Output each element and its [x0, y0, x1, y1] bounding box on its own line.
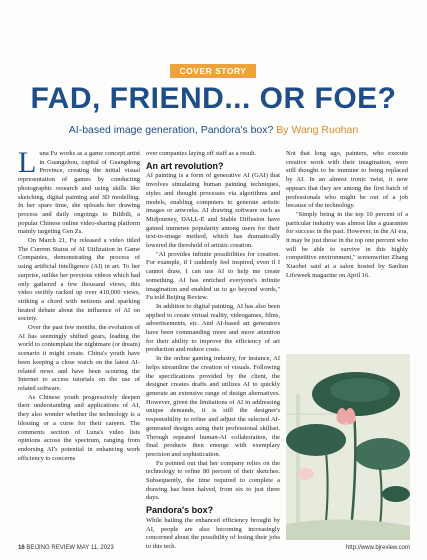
byline: By Wang Ruohan — [276, 124, 359, 136]
subheading-art-revolution: An art revolution? — [146, 160, 224, 171]
paragraph: Over the past few months, the evolution of AI has seemingly shifted gears, leading the world to contemplate the nightmare (or dream) scenario it might create. China's youth have been keeping a close watch on the latest AI-related news and have been scouring the Internet to access tutorials on the use of related software. — [18, 324, 141, 392]
paragraph: AI painting is a form of generative AI (GAI) that involves simulating human painting techniques, styles and thought processes via algorithms and models, enabling computers to generate artistic images or artworks. AI drawing software such as Midjourney, DALL-E and Stable Diffusion have gained immense popularity among users for their text-to-image method, which has dramatically lowered the threshold of artistic creation. — [146, 172, 280, 250]
deck — [0, 124, 427, 136]
deck-text: AI-based image generation, Pandora's box? — [68, 124, 274, 136]
headline: FAD, FRIEND... OR FOE? — [30, 82, 397, 115]
paragraph: On March 21, Fu released a video titled The Current Status of AI Utilization in Game Companies, demonstrating the process of using artificial intelligence (AI) in art. To her surprise, unlike her previous videos which had only gathered a few thousand views, this video swiftly racked up over 410,000 views, striking a chord with netizens and sparking heated debate about the influence of AI on society. — [18, 237, 140, 323]
lotus-painting-svg — [286, 354, 410, 540]
paragraph: "AI provides infinite possibilities for creation. For example, if I suddenly feel inspired, even if I cannot draw, I can use AI to help me create something. AI has enriched everyone's infinite imagination and enabled us to go beyond words," Fu told Beijing Review. — [146, 250, 280, 302]
page-number: 16 — [18, 545, 25, 551]
paragraph — [18, 146, 140, 237]
page-footer — [18, 545, 410, 557]
paragraph: In addition to digital painting, AI has also been applied to create virtual reality, videogames, films, advertisements, etc. And AI-based art generators have been commanding more and more attention for their ability to improve the efficiency of art production and reduce costs. — [146, 302, 280, 354]
paragraph: While hailing the enhanced efficiency brought by AI, people are also becoming increasingly concerned about the possibility of losing their jobs to this tech. — [146, 516, 280, 550]
drop-cap: L — [18, 146, 37, 179]
paragraph: Fu pointed out that her company relies on the technology to refine 80 percent of their sketches. Subsequently, the time required to complete a drawing has been halved, from six to just three days. — [146, 459, 280, 502]
column-1 — [18, 146, 141, 463]
paragraph: over companies laying off staff as a result. — [146, 150, 257, 157]
paragraph: "Simply being in the top 10 percent of a particular industry was almost like a guarantee for success in the past. However, in the AI era, it may be just those in the top one percent who will be able to survive in this highly competitive environment," screenwriter Zhang Xiaobei said at a salon hosted by Sanlian Lifeweek magazine on April 16. — [286, 210, 408, 279]
paragraph: As Chinese youth progressively deepen their understanding and applications of AI, they also wonder whether the technology is a blessing or a curse for their careers. The comments section of Luna's video lists opinions across the spectrum, ranging from endorsing AI's potential in enhancing work efficiency to concerns — [18, 393, 140, 462]
subheading-pandoras-box: Pandora's box? — [146, 505, 214, 516]
website-url: http://www.bjreview.com — [345, 545, 410, 551]
paragraph-text: una Fu works as a game concept artist in Guangzhou, capital of Guangdong Province, creating the initial visual representation of games by conducting photographic research and using skills like sketching, digital painting and 3D modelling. In her spare time, she uploads her drawing process and daily ongoings to Bilibili, a popular Chinese online video-sharing platform mainly targeting Gen Zs. — [18, 150, 140, 236]
column-3 — [286, 150, 408, 281]
section-tag: COVER STORY — [170, 64, 256, 78]
ai-lotus-illustration — [286, 354, 410, 540]
paragraph: Not that long ago, painters, who execute creative work with their imagination, were still thought to be immune to being replaced by AI. In an almost ironic twist, it now appears that they are among the first batch of professionals who might be out of a job because of the technology. — [286, 150, 408, 210]
issue-info: BEIJING REVIEW MAY 11, 2023 — [26, 545, 114, 551]
paragraph: In the online gaming industry, for instance, AI helps streamline the creation of visuals. Following the specifications provided by the client, the designer creates drafts and utilizes AI to quickly generate an extensive range of design alternatives. However, given the limitations of AI in addressing unique demands, it is still the designer's responsibility to refine and adjust the selected AI-generated designs using their professional skillset. Through repeated human-AI collaboration, the final products then emerge with exemplary precision and sophistication. — [146, 355, 280, 458]
column-2 — [146, 150, 280, 552]
